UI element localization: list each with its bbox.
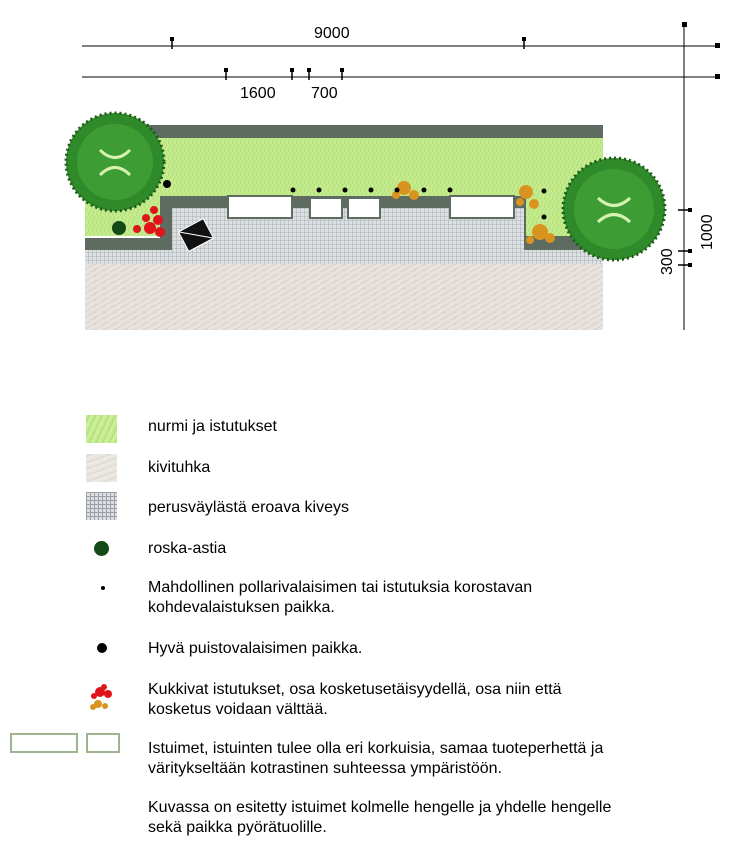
dimension-label-300: 300 bbox=[659, 248, 676, 275]
grass-swatch bbox=[86, 415, 117, 443]
flower-cluster-icon bbox=[84, 684, 124, 714]
wheelchair-space bbox=[348, 198, 380, 218]
paving-swatch bbox=[86, 492, 117, 520]
bench-small-swatch bbox=[86, 733, 120, 753]
dimension-label-1000: 1000 bbox=[699, 214, 716, 250]
legend-flowers-line1: Kukkivat istutukset, osa kosketusetäisyydellä, osa niin että bbox=[148, 681, 562, 698]
legend-paving-label: perusväylästä eroava kiveys bbox=[148, 499, 349, 516]
dimension-line-vertical bbox=[678, 22, 692, 330]
dimension-label-1600: 1600 bbox=[240, 85, 276, 102]
dimension-label-700: 700 bbox=[311, 85, 338, 102]
dimension-line-second bbox=[82, 68, 720, 80]
legend-bollard-line1: Mahdollinen pollarivalaisimen tai istutuksia korostavan bbox=[148, 579, 533, 596]
bench-large-swatch bbox=[10, 733, 78, 753]
legend-flowers-line2: kosketus voidaan välttää. bbox=[148, 701, 328, 718]
legend-bench-line1: Istuimet, istuinten tulee olla eri korkuisia, samaa tuoteperhettä ja bbox=[148, 740, 604, 757]
legend-trash-label: roska-astia bbox=[148, 540, 227, 557]
paving-strip bbox=[85, 250, 603, 264]
bollard-light-swatch bbox=[101, 586, 105, 590]
bench-single-seat bbox=[310, 198, 342, 218]
border-strip-top bbox=[147, 125, 603, 138]
tree-right-icon bbox=[563, 158, 665, 260]
legend-bollard-line2: kohdevalaistuksen paikka. bbox=[148, 599, 335, 616]
note-line2: sekä paikka pyörätuolille. bbox=[148, 819, 327, 836]
legend-gravel-label: kivituhka bbox=[148, 459, 211, 476]
trash-bin-swatch bbox=[94, 541, 109, 556]
bench-three-seat-left bbox=[228, 196, 292, 218]
legend-bench-line2: väritykseltään kotrastinen suhteessa ympäristöön. bbox=[148, 760, 502, 777]
bench-three-seat-right bbox=[450, 196, 514, 218]
tree-left-icon bbox=[66, 113, 164, 211]
trash-bin-icon bbox=[112, 221, 126, 235]
gravel-swatch bbox=[86, 454, 117, 482]
dimension-line-top bbox=[82, 37, 720, 49]
legend-park-light-label: Hyvä puistovalaisimen paikka. bbox=[148, 640, 363, 657]
park-light-swatch bbox=[97, 643, 107, 653]
gravel-area bbox=[85, 262, 603, 330]
park-light-point bbox=[163, 180, 171, 188]
note-line1: Kuvassa on esitetty istuimet kolmelle hengelle ja yhdelle hengelle bbox=[148, 799, 612, 816]
dimension-label-total: 9000 bbox=[314, 25, 350, 42]
legend-grass-label: nurmi ja istutukset bbox=[148, 418, 277, 435]
site-plan-drawing bbox=[0, 0, 744, 340]
